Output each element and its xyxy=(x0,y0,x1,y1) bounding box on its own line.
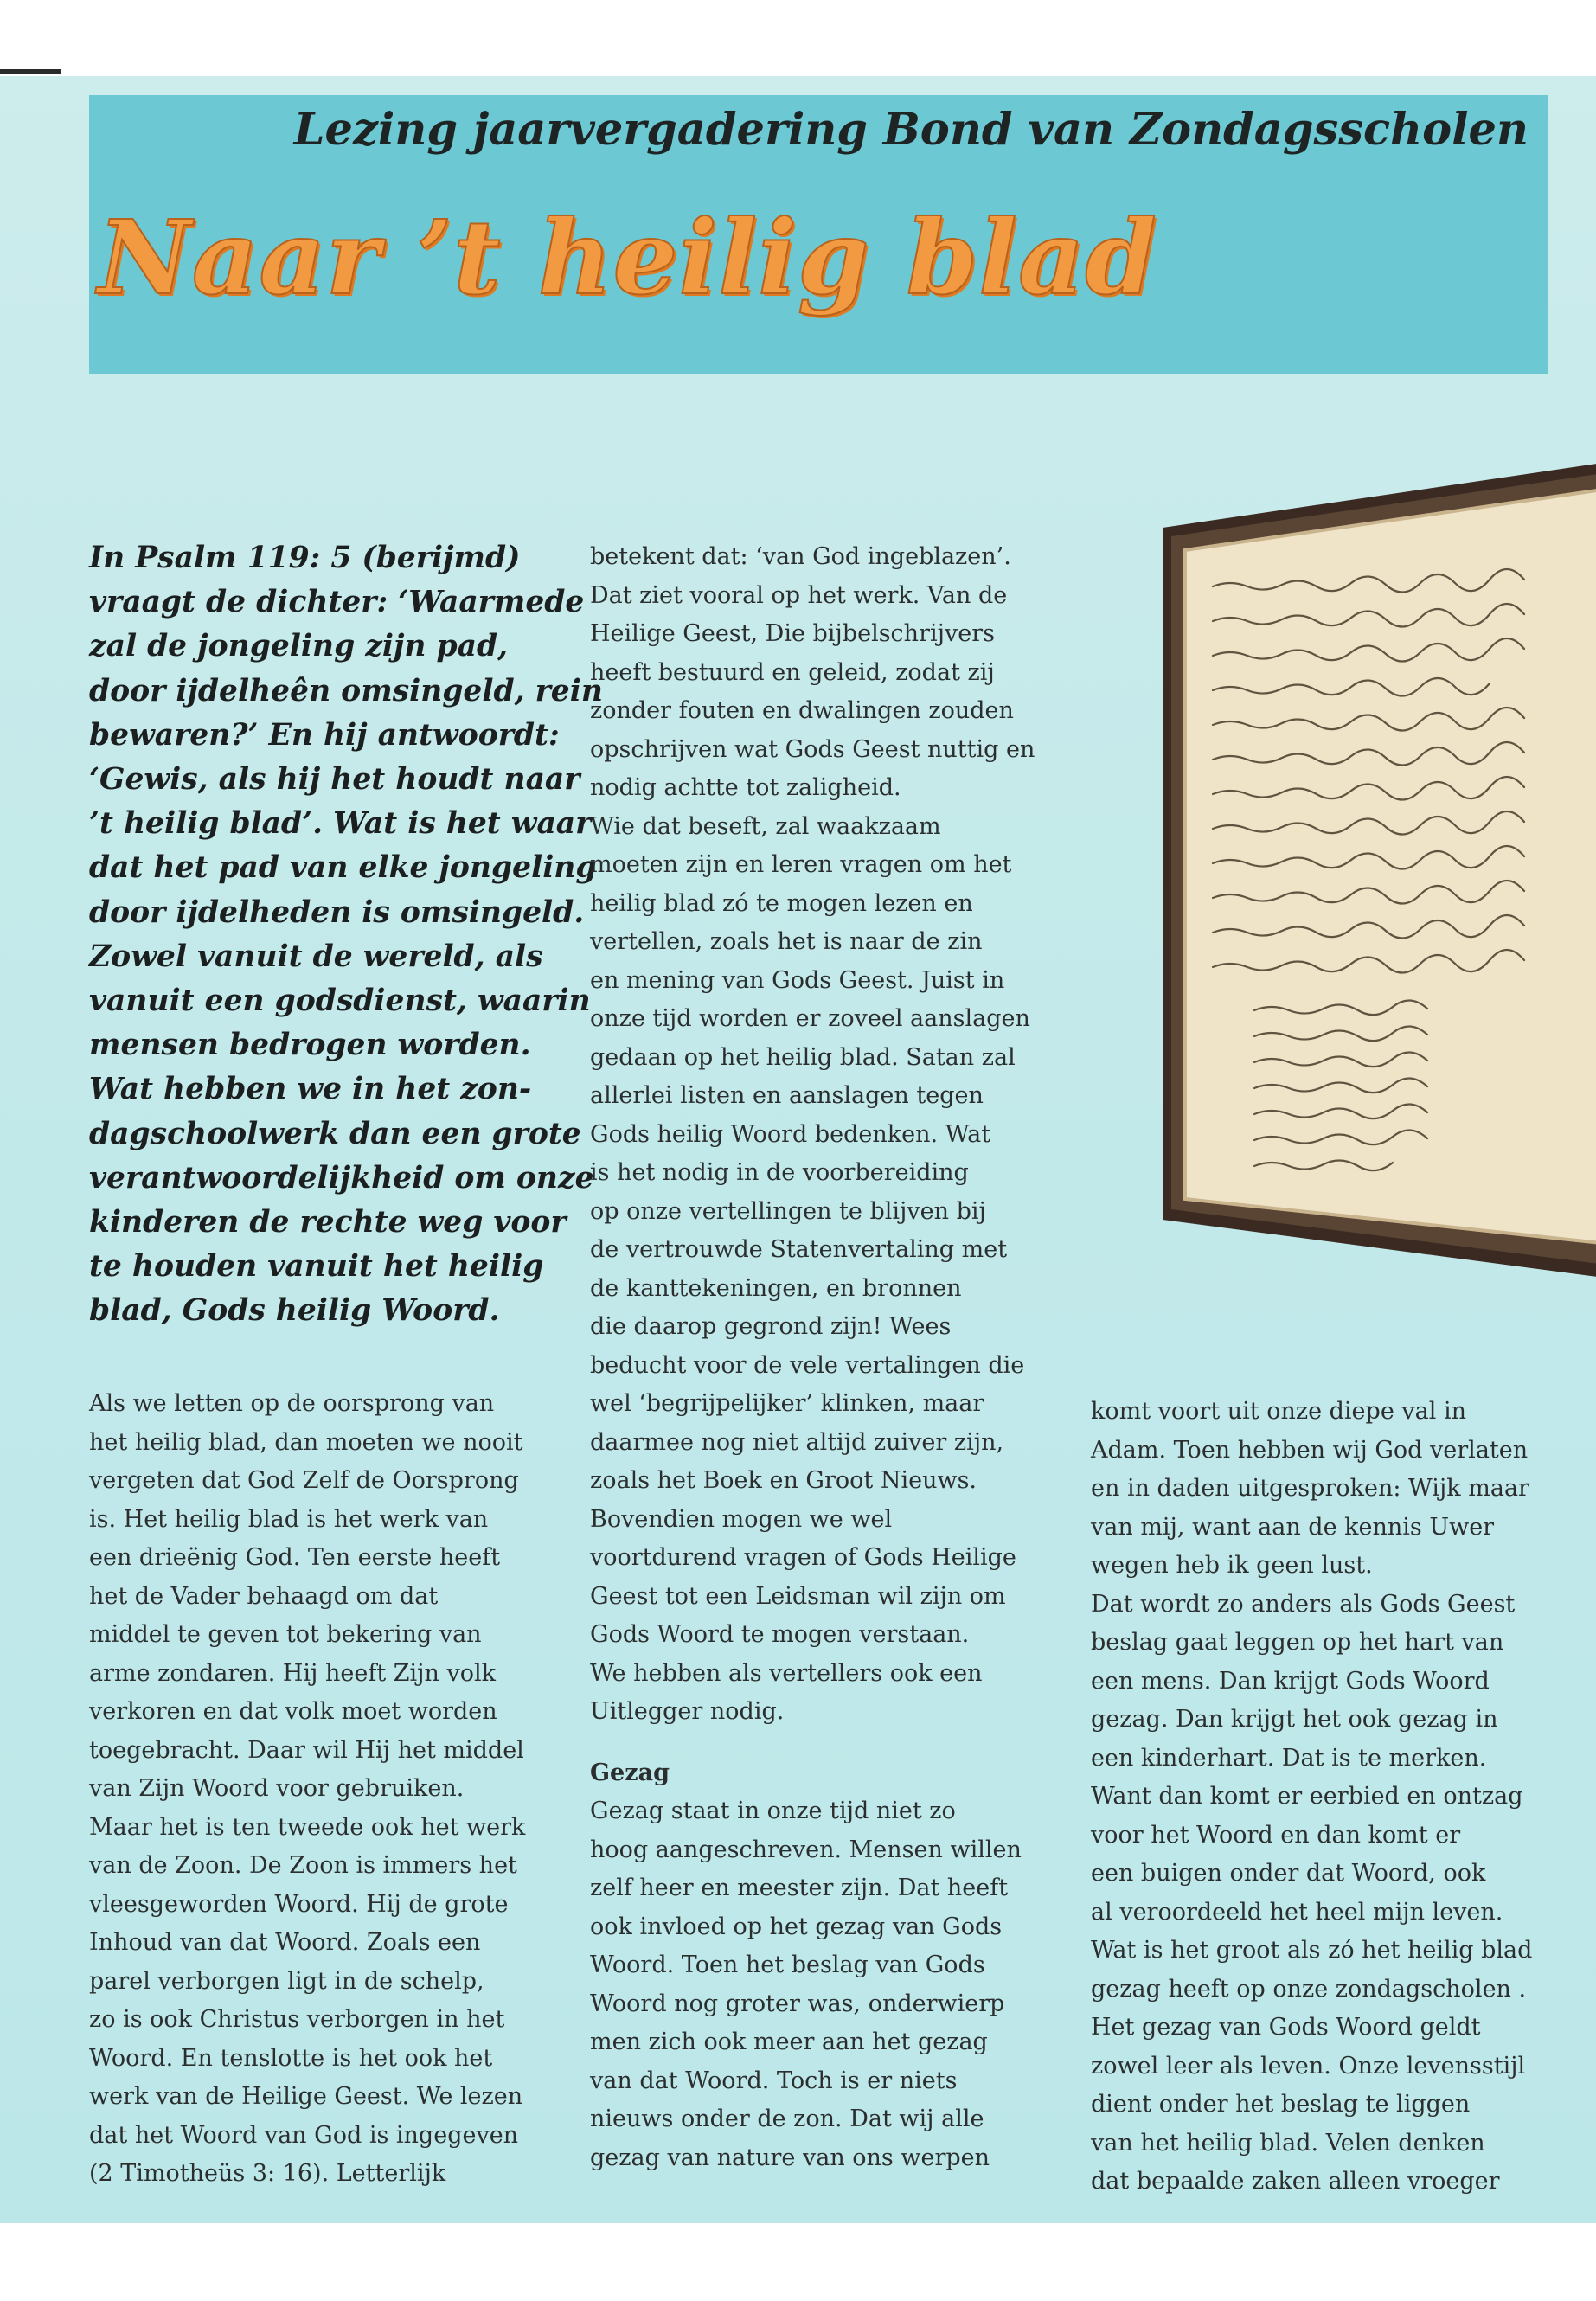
text-line: Dat ziet vooral op het werk. Van de xyxy=(590,581,1008,609)
text-line: zowel leer als leven. Onze levensstijl xyxy=(1091,2052,1526,2080)
text-line: parel verborgen ligt in de schelp, xyxy=(89,1967,484,1995)
lead-line: ‘Gewis, als hij het houdt naar xyxy=(89,762,580,798)
lead-line: mensen bedrogen worden. xyxy=(89,1028,531,1063)
text-line: daarmee nog niet altijd zuiver zijn, xyxy=(590,1428,1004,1456)
article-kicker: Lezing jaarvergadering Bond van Zondagsscholen xyxy=(293,104,1529,156)
text-line: wegen heb ik geen lust. xyxy=(1091,1552,1373,1579)
lead-line: door ijdelheden is omsingeld. xyxy=(89,894,585,930)
text-line: wel ‘begrijpelijker’ klinken, maar xyxy=(590,1390,984,1417)
text-line: allerlei listen en aanslagen tegen xyxy=(590,1082,984,1109)
text-line: van Zijn Woord voor gebruiken. xyxy=(89,1775,465,1802)
lead-line: Wat hebben we in het zon- xyxy=(89,1072,532,1107)
body-column-3 xyxy=(1091,1393,1575,2202)
text-line: (2 Timotheüs 3: 16). Letterlijk xyxy=(89,2160,446,2187)
text-line: beslag gaat leggen op het hart van xyxy=(1091,1629,1504,1656)
text-line: een buigen onder dat Woord, ook xyxy=(1091,1860,1486,1887)
text-line: werk van de Heilige Geest. We lezen xyxy=(89,2083,523,2110)
text-line: betekent dat: ‘van God ingeblazen’. xyxy=(590,543,1011,570)
header-band xyxy=(89,95,1548,374)
text-line: Het gezag van Gods Woord geldt xyxy=(1091,2014,1481,2041)
text-line: Wat is het groot als zó het heilig blad xyxy=(1091,1937,1533,1964)
text-line: Heilige Geest, Die bijbelschrijvers xyxy=(590,620,995,647)
text-line: Adam. Toen hebben wij God verlaten xyxy=(1091,1436,1529,1464)
text-line: van dat Woord. Toch is er niets xyxy=(590,2067,958,2094)
lead-line: verantwoordelijkheid om onze xyxy=(89,1160,594,1195)
text-line: gedaan op het heilig blad. Satan zal xyxy=(590,1043,1016,1071)
text-line: Maar het is ten tweede ook het werk xyxy=(89,1813,526,1841)
body-column-2 xyxy=(590,538,1057,2177)
crop-mark xyxy=(0,69,61,74)
lead-line: zal de jongeling zijn pad, xyxy=(89,629,509,664)
lead-paragraph xyxy=(89,536,603,1334)
text-line: gezag heeft op onze zondagscholen . xyxy=(1091,1975,1527,2003)
framed-manuscript-icon xyxy=(1159,457,1596,1283)
text-line: vertellen, zoals het is naar de zin xyxy=(590,928,983,955)
text-line: Wie dat beseft, zal waakzaam xyxy=(590,812,941,840)
text-line: Gezag staat in onze tijd niet zo xyxy=(590,1798,956,1824)
text-line: van mij, want aan de kennis Uwer xyxy=(1091,1513,1495,1541)
text-line: dat bepaalde zaken alleen vroeger xyxy=(1091,2168,1500,2195)
body-column-1 xyxy=(89,1385,556,2194)
lead-line: vraagt de dichter: ‘Waarmede xyxy=(89,585,585,620)
lead-line: vanuit een godsdienst, waarin xyxy=(89,984,591,1019)
text-line: Want dan komt er eerbied en ontzag xyxy=(1091,1783,1523,1810)
text-line: zo is ook Christus verborgen in het xyxy=(89,2006,505,2033)
text-line: heeft bestuurd en geleid, zodat zij xyxy=(590,658,995,686)
lead-line: Zowel vanuit de wereld, als xyxy=(89,939,543,974)
lead-line: blad, Gods heilig Woord. xyxy=(89,1293,500,1329)
text-line: Gods Woord te mogen verstaan. xyxy=(590,1621,970,1648)
text-line: een drieënig God. Ten eerste heeft xyxy=(89,1544,501,1571)
text-line: ook invloed op het gezag van Gods xyxy=(590,1913,1003,1940)
text-line: nieuws onder de zon. Dat wij alle xyxy=(590,2106,984,2132)
text-line: die daarop gegrond zijn! Wees xyxy=(590,1313,952,1340)
text-line: Gods heilig Woord bedenken. Wat xyxy=(590,1120,991,1148)
text-line: middel te geven tot bekering van xyxy=(89,1621,482,1648)
text-line: verkoren en dat volk moet worden xyxy=(89,1698,497,1725)
text-line: men zich ook meer aan het gezag xyxy=(590,2029,988,2055)
text-line: vergeten dat God Zelf de Oorsprong xyxy=(89,1467,519,1494)
lead-line: dagschoolwerk dan een grote xyxy=(89,1116,581,1151)
text-line: zelf heer en meester zijn. Dat heeft xyxy=(590,1875,1009,1901)
text-line: vleesgeworden Woord. Hij de grote xyxy=(89,1890,509,1918)
text-line: al veroordeeld het heel mijn leven. xyxy=(1091,1898,1503,1926)
text-line: van het heilig blad. Velen denken xyxy=(1091,2129,1485,2157)
text-line: een kinderhart. Dat is te merken. xyxy=(1091,1744,1487,1772)
text-line: hoog aangeschreven. Mensen willen xyxy=(590,1836,1022,1863)
text-line: opschrijven wat Gods Geest nuttig en xyxy=(590,735,1035,763)
text-line: is. Het heilig blad is het werk van xyxy=(89,1505,489,1533)
text-line: onze tijd worden er zoveel aanslagen xyxy=(590,1005,1030,1032)
text-line: gezag. Dan krijgt het ook gezag in xyxy=(1091,1706,1498,1733)
text-line: en mening van Gods Geest. Juist in xyxy=(590,966,1005,994)
text-line: We hebben als vertellers ook een xyxy=(590,1659,983,1687)
text-line: Dat wordt zo anders als Gods Geest xyxy=(1091,1590,1516,1618)
text-line: en in daden uitgesproken: Wijk maar xyxy=(1091,1475,1529,1502)
text-line: het de Vader behaagd om dat xyxy=(89,1582,439,1610)
text-line: komt voort uit onze diepe val in xyxy=(1091,1398,1466,1425)
text-line: Bovendien mogen we wel xyxy=(590,1505,893,1533)
text-line: van de Zoon. De Zoon is immers het xyxy=(89,1852,517,1879)
lead-line: kinderen de rechte weg voor xyxy=(89,1205,567,1240)
text-line: is het nodig in de voorbereiding xyxy=(590,1159,969,1186)
text-line: arme zondaren. Hij heeft Zijn volk xyxy=(89,1659,497,1687)
text-line: voor het Woord en dan komt er xyxy=(1091,1821,1461,1849)
lead-line: bewaren?’ En hij antwoordt: xyxy=(89,717,560,753)
lead-line: In Psalm 119: 5 (berijmd) xyxy=(89,541,521,575)
text-line: dat het Woord van God is ingegeven xyxy=(89,2121,519,2149)
lead-line: door ijdelheên omsingeld, rein xyxy=(89,673,603,708)
text-line: het heilig blad, dan moeten we nooit xyxy=(89,1428,523,1456)
text-line: voortdurend vragen of Gods Heilige xyxy=(590,1544,1016,1571)
text-line: zoals het Boek en Groot Nieuws. xyxy=(590,1467,977,1494)
text-line: toegebracht. Daar wil Hij het middel xyxy=(89,1736,524,1764)
article-title: Naar ’t heilig blad xyxy=(98,197,1157,317)
text-line: moeten zijn en leren vragen om het xyxy=(590,851,1012,878)
text-line: zonder fouten en dwalingen zouden xyxy=(590,697,1014,724)
text-line: op onze vertellingen te blijven bij xyxy=(590,1197,986,1225)
lead-line: te houden vanuit het heilig xyxy=(89,1249,544,1285)
lead-line: dat het pad van elke jongeling xyxy=(89,850,597,886)
text-line: dient onder het beslag te liggen xyxy=(1091,2091,1471,2118)
text-line: Woord. En tenslotte is het ook het xyxy=(89,2044,493,2072)
text-line: gezag van nature van ons werpen xyxy=(590,2144,990,2171)
text-line: Woord. Toen het beslag van Gods xyxy=(590,1952,985,1978)
section-subhead: Gezag xyxy=(590,1759,670,1786)
text-line: Woord nog groter was, onderwierp xyxy=(590,1990,1005,2017)
text-line: de vertrouwde Statenvertaling met xyxy=(590,1236,1008,1263)
text-line: Als we letten op de oorsprong van xyxy=(89,1390,495,1417)
text-line: heilig blad zó te mogen lezen en xyxy=(590,889,973,917)
text-line: Geest tot een Leidsman wil zijn om xyxy=(590,1582,1006,1610)
text-line: nodig achtte tot zaligheid. xyxy=(590,774,901,801)
text-line: beducht voor de vele vertalingen die xyxy=(590,1351,1025,1379)
text-line: Uitlegger nodig. xyxy=(590,1698,785,1725)
lead-line: ’t heilig blad’. Wat is het waar xyxy=(89,806,592,842)
text-line: de kanttekeningen, en bronnen xyxy=(590,1274,962,1302)
text-line: een mens. Dan krijgt Gods Woord xyxy=(1091,1667,1490,1695)
text-line: Inhoud van dat Woord. Zoals een xyxy=(89,1929,481,1956)
